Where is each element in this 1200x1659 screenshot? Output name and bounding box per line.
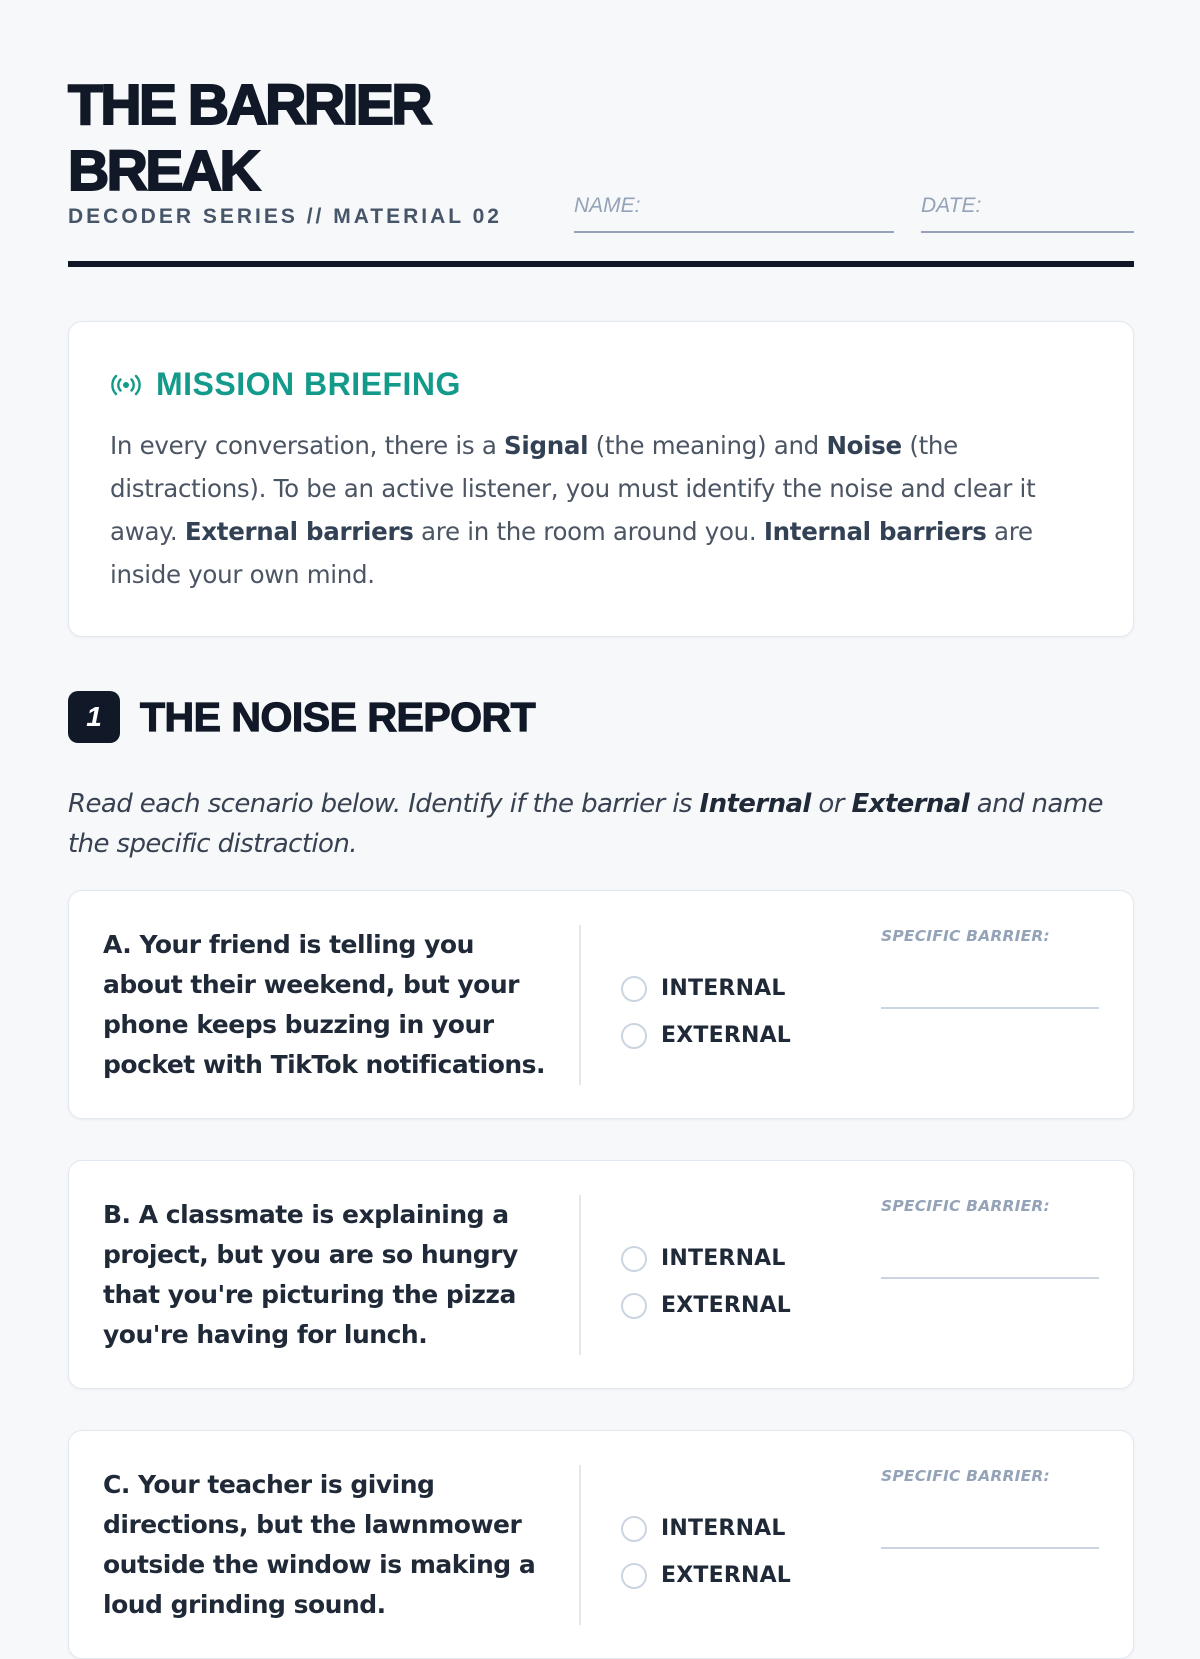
instructions-part: and name the specific distraction. — [68, 789, 1103, 859]
date-field[interactable] — [921, 192, 1134, 233]
radio-internal[interactable] — [621, 1516, 647, 1542]
scenario-card-c — [68, 1430, 1134, 1659]
specific-barrier-input[interactable] — [881, 963, 1099, 1009]
card-divider — [579, 925, 581, 1085]
briefing-term-internal: Internal barriers — [763, 517, 987, 546]
scenario-text: C. Your teacher is giving directions, but the lawnmower outside the window is making a loud grinding sound. — [103, 1470, 536, 1619]
scenario-card-b — [68, 1160, 1134, 1389]
title-line-2: BREAK — [68, 139, 259, 203]
instructions-term-external: External — [851, 789, 970, 819]
specific-barrier-label: SPECIFIC BARRIER: — [881, 1197, 1050, 1215]
barrier-type-options — [621, 1505, 791, 1599]
option-internal-label: INTERNAL — [661, 1516, 786, 1541]
briefing-term-external: External barriers — [184, 517, 414, 546]
specific-barrier-input[interactable] — [881, 1503, 1099, 1549]
section-number-badge: 1 — [68, 691, 120, 743]
briefing-title: MISSION BRIEFING — [156, 366, 461, 402]
briefing-text-part: are inside your own mind. — [110, 517, 1033, 589]
barrier-type-options — [621, 1235, 791, 1329]
name-field-label: NAME: — [574, 194, 641, 217]
worksheet-subtitle: DECODER SERIES // MATERIAL 02 — [68, 205, 502, 228]
option-external[interactable] — [621, 1282, 791, 1329]
option-internal[interactable] — [621, 1505, 791, 1552]
option-external[interactable] — [621, 1552, 791, 1599]
instructions-part: or — [810, 789, 852, 819]
option-external[interactable] — [621, 1012, 791, 1059]
worksheet-title — [68, 72, 548, 204]
specific-barrier-label: SPECIFIC BARRIER: — [881, 1467, 1050, 1485]
specific-barrier-label: SPECIFIC BARRIER: — [881, 927, 1050, 945]
briefing-text-part: are in the room around you. — [413, 517, 764, 546]
scenario-text: B. A classmate is explaining a project, but you are so hungry that you're picturing the pizza you're having for lunch. — [103, 1200, 518, 1349]
section-instructions — [68, 784, 1138, 864]
radio-external[interactable] — [621, 1293, 647, 1319]
section-heading — [68, 691, 535, 743]
worksheet-page — [68, 0, 1134, 1619]
instructions-part: Read each scenario below. Identify if the barrier is — [68, 789, 700, 819]
briefing-term-signal: Signal — [504, 431, 589, 460]
option-internal-label: INTERNAL — [661, 1246, 786, 1271]
option-external-label: EXTERNAL — [661, 1563, 792, 1588]
briefing-text-part: (the distractions). To be an active listener, you must identify the noise and clear it away. — [110, 431, 1036, 546]
broadcast-icon — [110, 373, 142, 397]
mission-briefing-card — [68, 321, 1134, 637]
radio-internal[interactable] — [621, 976, 647, 1002]
date-field-label: DATE: — [921, 194, 982, 217]
instructions-term-internal: Internal — [699, 789, 811, 819]
briefing-text-part: In every conversation, there is a — [110, 431, 505, 460]
scenario-text: A. Your friend is telling you about their weekend, but your phone keeps buzzing in your pocket with TikTok notifications. — [103, 930, 546, 1079]
card-divider — [579, 1195, 581, 1355]
option-external-label: EXTERNAL — [661, 1023, 792, 1048]
worksheet-header — [68, 0, 1134, 270]
name-field[interactable] — [574, 192, 894, 233]
option-internal-label: INTERNAL — [661, 976, 786, 1001]
briefing-header — [110, 366, 461, 403]
option-internal[interactable] — [621, 965, 791, 1012]
section-title: THE NOISE REPORT — [140, 693, 536, 740]
option-internal[interactable] — [621, 1235, 791, 1282]
briefing-term-noise: Noise — [826, 431, 902, 460]
briefing-text — [110, 424, 1100, 596]
radio-external[interactable] — [621, 1563, 647, 1589]
scenario-card-a — [68, 890, 1134, 1119]
barrier-type-options — [621, 965, 791, 1059]
radio-external[interactable] — [621, 1023, 647, 1049]
briefing-text-part: (the meaning) and — [588, 431, 827, 460]
radio-internal[interactable] — [621, 1246, 647, 1272]
specific-barrier-input[interactable] — [881, 1233, 1099, 1279]
header-divider — [68, 261, 1134, 267]
option-external-label: EXTERNAL — [661, 1293, 792, 1318]
card-divider — [579, 1465, 581, 1625]
title-line-1: THE BARRIER — [68, 73, 431, 137]
